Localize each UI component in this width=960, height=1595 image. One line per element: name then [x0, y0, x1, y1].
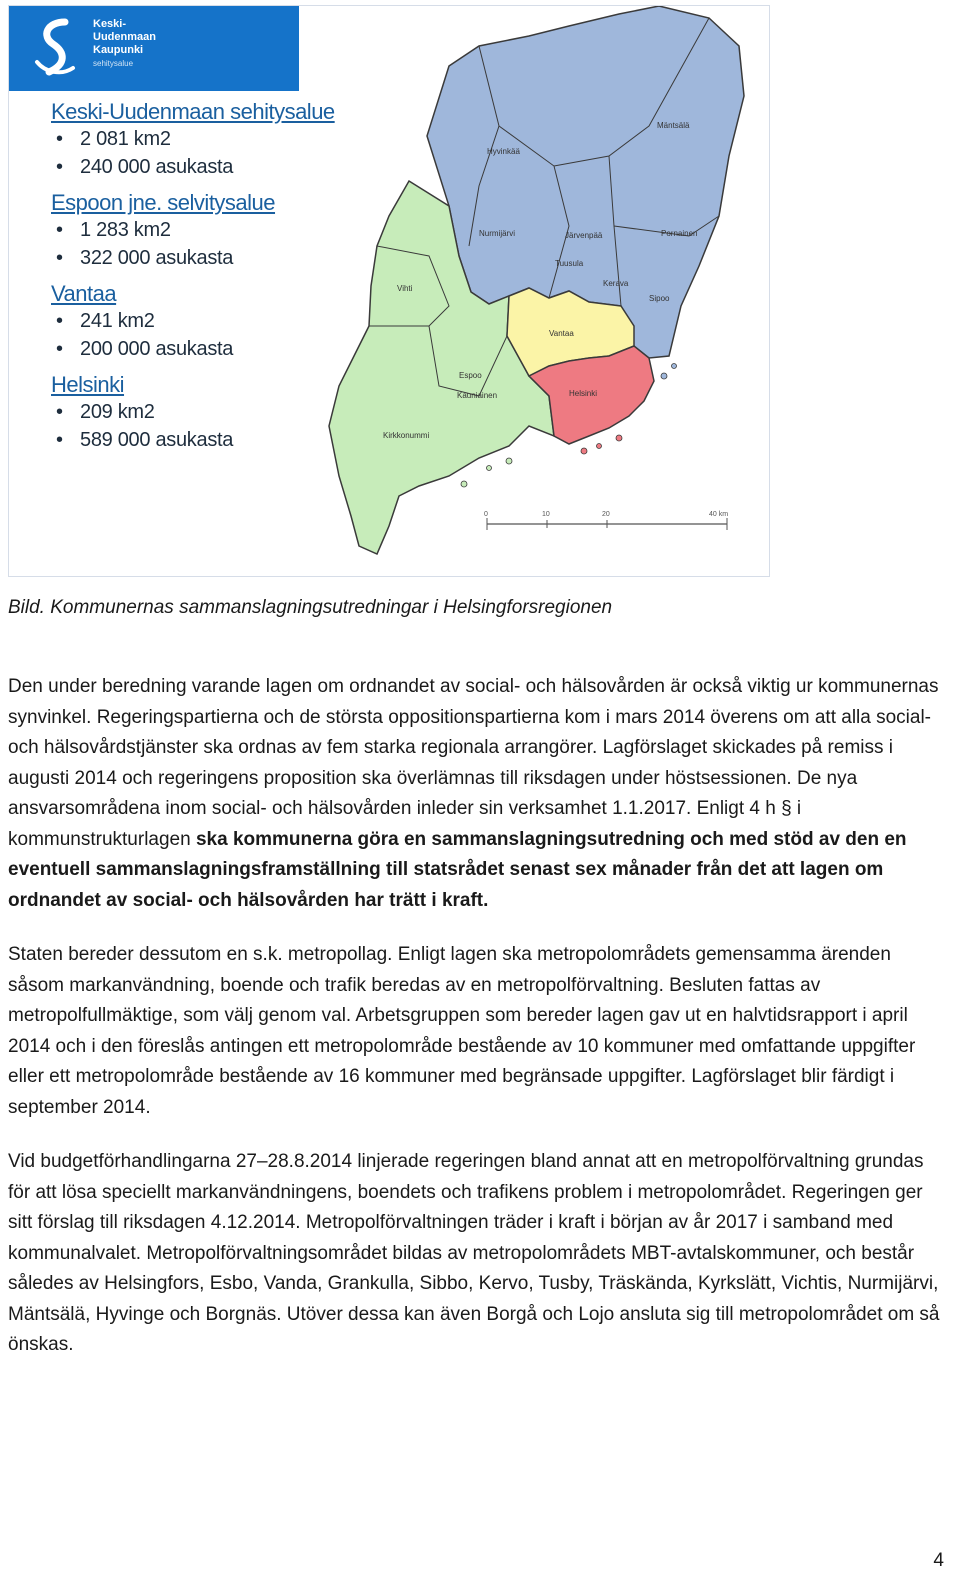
- scale-label: 20: [602, 511, 610, 518]
- region-area: • 241 km2: [51, 307, 341, 335]
- map-label: Helsinki: [569, 389, 598, 398]
- logo-line: Keski-: [93, 18, 127, 30]
- map-label: Pornainen: [661, 229, 698, 238]
- region-stat-group: [51, 371, 341, 454]
- region-title: Vantaa: [51, 281, 117, 306]
- logo-icon: [27, 14, 87, 84]
- paragraph: Vid budgetförhandlingarna 27–28.8.2014 linjerade regeringen bland annat att en metropolförvaltning grundas för att lösa speciellt markanvändningens, boendets och trafikens problem i metropolområdet. Regeringen ger sitt förslag till riksdagen 4.12.2014. Metropolförvaltningen träder i kraft i början av år 2017 i samband med kommunalvalet. Metropolförvaltningsområdet bildas av metropolområdets MBT-avtalskommuner, och består således av Helsingfors, Esbo, Vanda, Grankulla, Sibbo, Kervo, Tusby, Träskända, Kyrkslätt, Vichtis, Nurmijärvi, Mäntsälä, Hyvinge och Borgnäs. Utöver dessa kan även Borgå och Lojo ansluta sig till metropolområdet om så önskas.: [8, 1151, 940, 1355]
- map-label: Hyvinkää: [487, 147, 520, 156]
- map-label: Vantaa: [549, 329, 574, 338]
- region-stat-group: [51, 280, 341, 363]
- logo-text: [93, 18, 156, 70]
- map-label: Kauniainen: [457, 391, 498, 400]
- scale-label: 40 km: [709, 511, 729, 518]
- region-stat-group: [51, 189, 341, 272]
- body-text: [8, 672, 950, 1385]
- region-title: Keski-Uudenmaan sehitysalue: [51, 99, 335, 124]
- map-label: Kirkkonummi: [383, 431, 430, 440]
- map-label: Mäntsälä: [657, 121, 690, 130]
- logo-line: Uudenmaan: [93, 31, 156, 43]
- map-label: Tuusula: [555, 259, 584, 268]
- region-population: • 589 000 asukasta: [51, 426, 341, 454]
- logo-line: Kaupunki: [93, 44, 144, 56]
- region-stats: [51, 98, 341, 462]
- region-population: • 240 000 asukasta: [51, 153, 341, 181]
- paragraph: Staten bereder dessutom en s.k. metropollag. Enligt lagen ska metropolområdets gemensamma ärenden såsom markanvändning, boende och trafik beredas av en metropolförvaltning. Besluten fattas av metropolfullmäktige, som välj genom val. Arbetsgruppen som bereder lagen gav ut en halvtidsrapport i april 2014 och i den föreslås antingen ett metropolområde bestående av 10 kommuner med omfattande uppgifter eller ett metropolområde bestående av 16 kommuner med begränsade uppgifter. Lagförslaget blir färdigt i september 2014.: [8, 944, 916, 1118]
- region-title: Helsinki: [51, 372, 125, 397]
- map-label: Nurmijärvi: [479, 229, 515, 238]
- region-population: • 200 000 asukasta: [51, 335, 341, 363]
- scale-label: 0: [484, 511, 488, 518]
- logo-banner: [9, 6, 299, 91]
- paragraph: [8, 672, 950, 916]
- scale-label: 10: [542, 511, 550, 518]
- map-label: Espoo: [459, 371, 482, 380]
- map-label: Sipoo: [649, 294, 670, 303]
- region-area: • 1 283 km2: [51, 216, 341, 244]
- map-figure: [8, 5, 770, 577]
- region-stat-group: [51, 98, 341, 181]
- region-title: Espoon jne. selvitysalue: [51, 190, 276, 215]
- figure-caption: Bild. Kommunernas sammanslagningsutredningar i Helsingforsregionen: [8, 597, 613, 618]
- paragraph-text: Den under beredning varande lagen om ordnandet av social- och hälsovården är också viktig ur kommunernas synvinkel. Regeringspartierna och de största oppositionspartierna kom i mars 2014 överens om att alla social- och hälsovårdstjänster ska ordnas av fem starka regionala arrangörer. Lagförslaget skickades på remiss i augusti 2014 och regeringens proposition ska överlämnas till riksdagen under höstsessionen. De nya ansvarsområdena inom social- och hälsovården inleder sin verksamhet 1.1.2017. Enligt 4 h § i kommunstrukturlagen: [8, 676, 939, 850]
- map-label: Kerava: [603, 279, 629, 288]
- map-label: Järvenpää: [565, 231, 603, 240]
- page-number: 4: [933, 1550, 944, 1571]
- map-label: Vihti: [397, 284, 413, 293]
- region-area: • 2 081 km2: [51, 125, 341, 153]
- region-population: • 322 000 asukasta: [51, 244, 341, 272]
- logo-subtitle: sehitysalue: [93, 59, 134, 68]
- region-area: • 209 km2: [51, 398, 341, 426]
- paragraph-bold-text: ska kommunerna göra en sammanslagningsutredning och med stöd av den en eventuell sammanslagningsframställning till statsrådet senast sex månader från det att lagen om ordnandet av social- och hälsovården har trätt i kraft.: [8, 828, 907, 911]
